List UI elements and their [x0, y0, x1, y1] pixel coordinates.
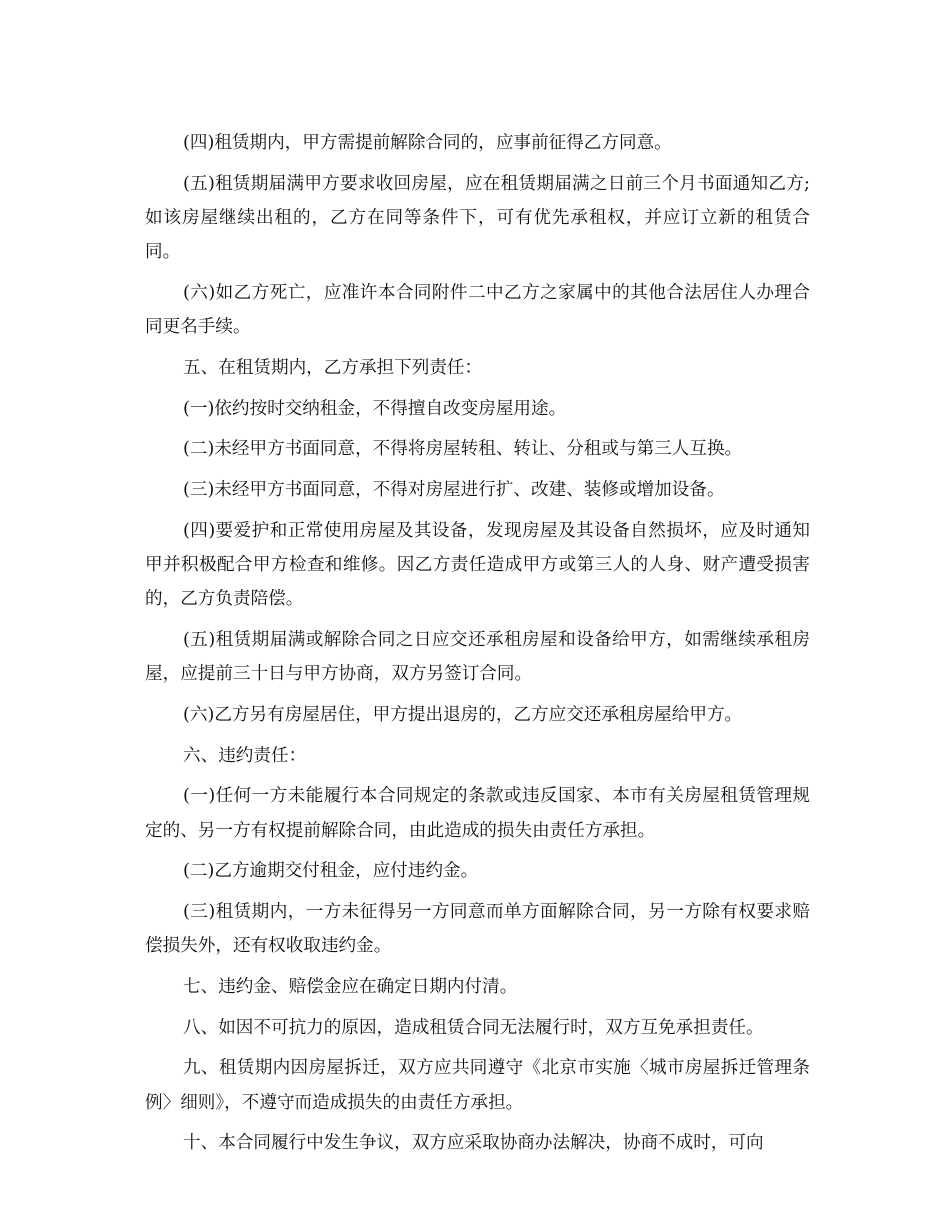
paragraph-clause-5-3: (三)未经甲方书面同意，不得对房屋进行扩、改建、装修或增加设备。 — [183, 480, 725, 501]
paragraph-clause-5-5: (五)租赁期届满或解除合同之日应交还承租房屋和设备给甲方，如需继续承租房屋，应提前三十日与甲方协商，双方另签订合同。 — [145, 629, 810, 685]
section-heading-8: 八、如因不可抗力的原因，造成租赁合同无法履行时，双方互免承担责任。 — [183, 1017, 764, 1038]
paragraph-clause-5-2: (二)未经甲方书面同意，不得将房屋转租、转让、分租或与第三人互换。 — [183, 439, 743, 460]
paragraph-clause-6-3: (三)租赁期内，一方未征得另一方同意而单方面解除合同，另一方除有权要求赔偿损失外，还有权收取违约金。 — [145, 902, 810, 957]
paragraph-clause-5-4: (四)要爱护和正常使用房屋及其设备，发现房屋及其设备自然损坏，应及时通知甲并积极配合甲方检查和维修。因乙方责任造成甲方或第三人的人身、财产遭受损害的，乙方负责陪偿。 — [145, 520, 810, 610]
paragraph-clause-6-2: (二)乙方逾期交付租金，应付违约金。 — [183, 861, 479, 882]
section-heading-9: 九、租赁期内因房屋拆迁，双方应共同遵守《北京市实施〈城市房屋拆迁管理条例〉细则》，不遵守而造成损失的由责任方承担。 — [145, 1058, 810, 1113]
document-body — [145, 126, 810, 1167]
paragraph-clause-6-1: (一)任何一方未能履行本合同规定的条款或违反国家、本市有关房屋租赁管理规定的、另一方有权提前解除合同，由此造成的损失由责任方承担。 — [145, 786, 810, 841]
section-heading-7: 七、违约金、赔偿金应在确定日期内付清。 — [183, 977, 518, 997]
section-heading-5: 五、在租赁期内，乙方承担下列责任： — [183, 357, 483, 378]
paragraph-clause-5-1: (一)依约按时交纳租金，不得擅自改变房屋用途。 — [183, 398, 567, 419]
paragraph-clause-5-6: (六)乙方另有房屋居住，甲方提出退房的，乙方应交还承租房屋给甲方。 — [183, 704, 743, 725]
paragraph-clause-4-6: (六)如乙方死亡，应准许本合同附件二中乙方之家属中的其他合法居住人办理合同更名手续。 — [145, 282, 810, 338]
section-heading-10: 十、本合同履行中发生争议，双方应采取协商办法解决，协商不成时，可向 — [183, 1133, 764, 1154]
paragraph-clause-4-4: (四)租赁期内，甲方需提前解除合同的，应事前征得乙方同意。 — [183, 133, 672, 153]
section-heading-6: 六、违约责任： — [183, 745, 307, 766]
paragraph-clause-4-5: (五)租赁期届满甲方要求收回房屋，应在租赁期届满之日前三个月书面通知乙方;如该房屋继续出租的，乙方在同等条件下，可有优先承租权，并应订立新的租赁合同。 — [145, 173, 810, 263]
